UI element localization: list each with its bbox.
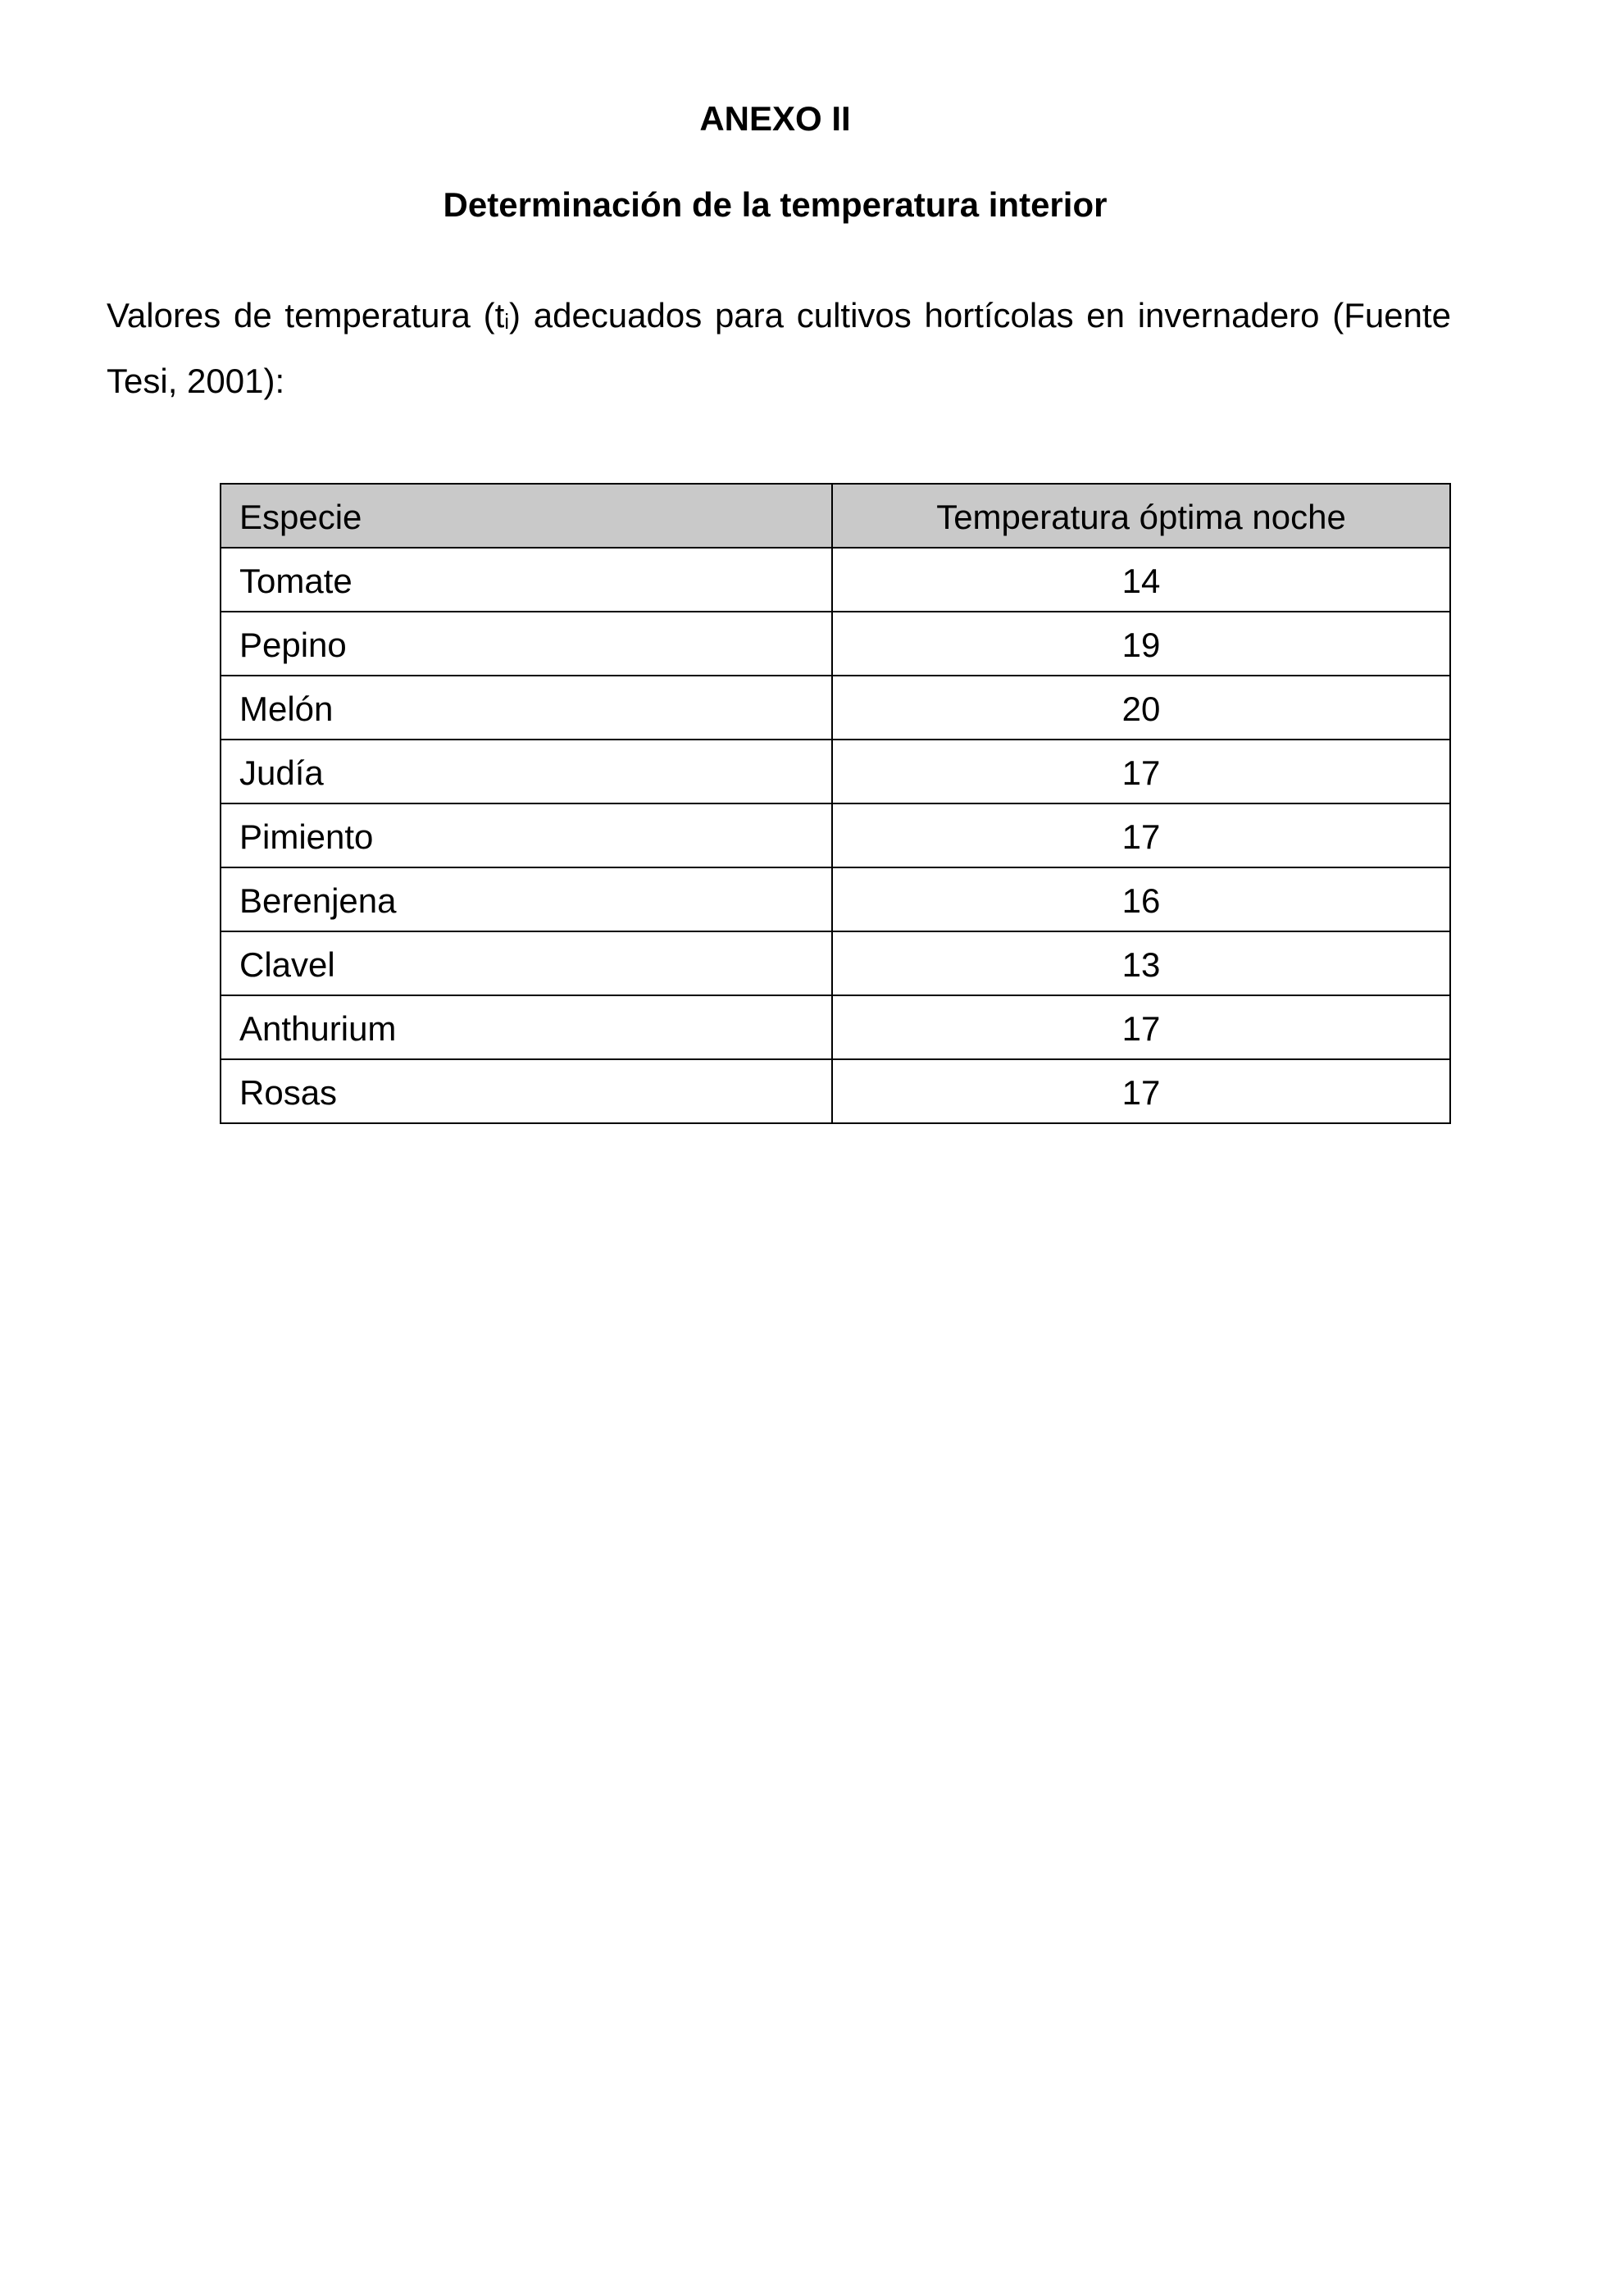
- species-cell: Pepino: [221, 612, 832, 676]
- species-cell: Anthurium: [221, 995, 832, 1059]
- temperature-cell: 17: [832, 740, 1450, 803]
- species-cell: Clavel: [221, 931, 832, 995]
- intro-paragraph: [107, 283, 1451, 414]
- species-cell: Melón: [221, 676, 832, 740]
- temperature-cell: 17: [832, 995, 1450, 1059]
- temperature-cell: 14: [832, 548, 1450, 612]
- table-row: [221, 803, 1450, 867]
- annex-title: ANEXO II: [699, 99, 851, 138]
- temperature-cell: 17: [832, 1059, 1450, 1123]
- table-row: [221, 1059, 1450, 1123]
- table-row: [221, 995, 1450, 1059]
- table-row: [221, 612, 1450, 676]
- temperature-cell: 13: [832, 931, 1450, 995]
- intro-subscript: i: [504, 309, 510, 334]
- table-row: [221, 931, 1450, 995]
- section-title: Determinación de la temperatura interior: [443, 185, 1108, 224]
- table-row: [221, 676, 1450, 740]
- temperature-cell: 16: [832, 867, 1450, 931]
- table-row: [221, 867, 1450, 931]
- intro-text-end: ) adecuados para cultivos hortícolas en invernadero (Fuente Tesi, 2001):: [107, 296, 1451, 400]
- table-row: [221, 548, 1450, 612]
- temperature-cell: 17: [832, 803, 1450, 867]
- species-cell: Berenjena: [221, 867, 832, 931]
- temperature-cell: 20: [832, 676, 1450, 740]
- column-header-temperature: Temperatura óptima noche: [832, 484, 1450, 548]
- species-cell: Pimiento: [221, 803, 832, 867]
- table-row: [221, 740, 1450, 803]
- temperature-table: [220, 483, 1451, 1124]
- species-cell: Rosas: [221, 1059, 832, 1123]
- intro-text-start: Valores de temperatura (t: [107, 296, 505, 335]
- species-cell: Tomate: [221, 548, 832, 612]
- species-cell: Judía: [221, 740, 832, 803]
- temperature-cell: 19: [832, 612, 1450, 676]
- table-header-row: [221, 484, 1450, 548]
- column-header-species: Especie: [221, 484, 832, 548]
